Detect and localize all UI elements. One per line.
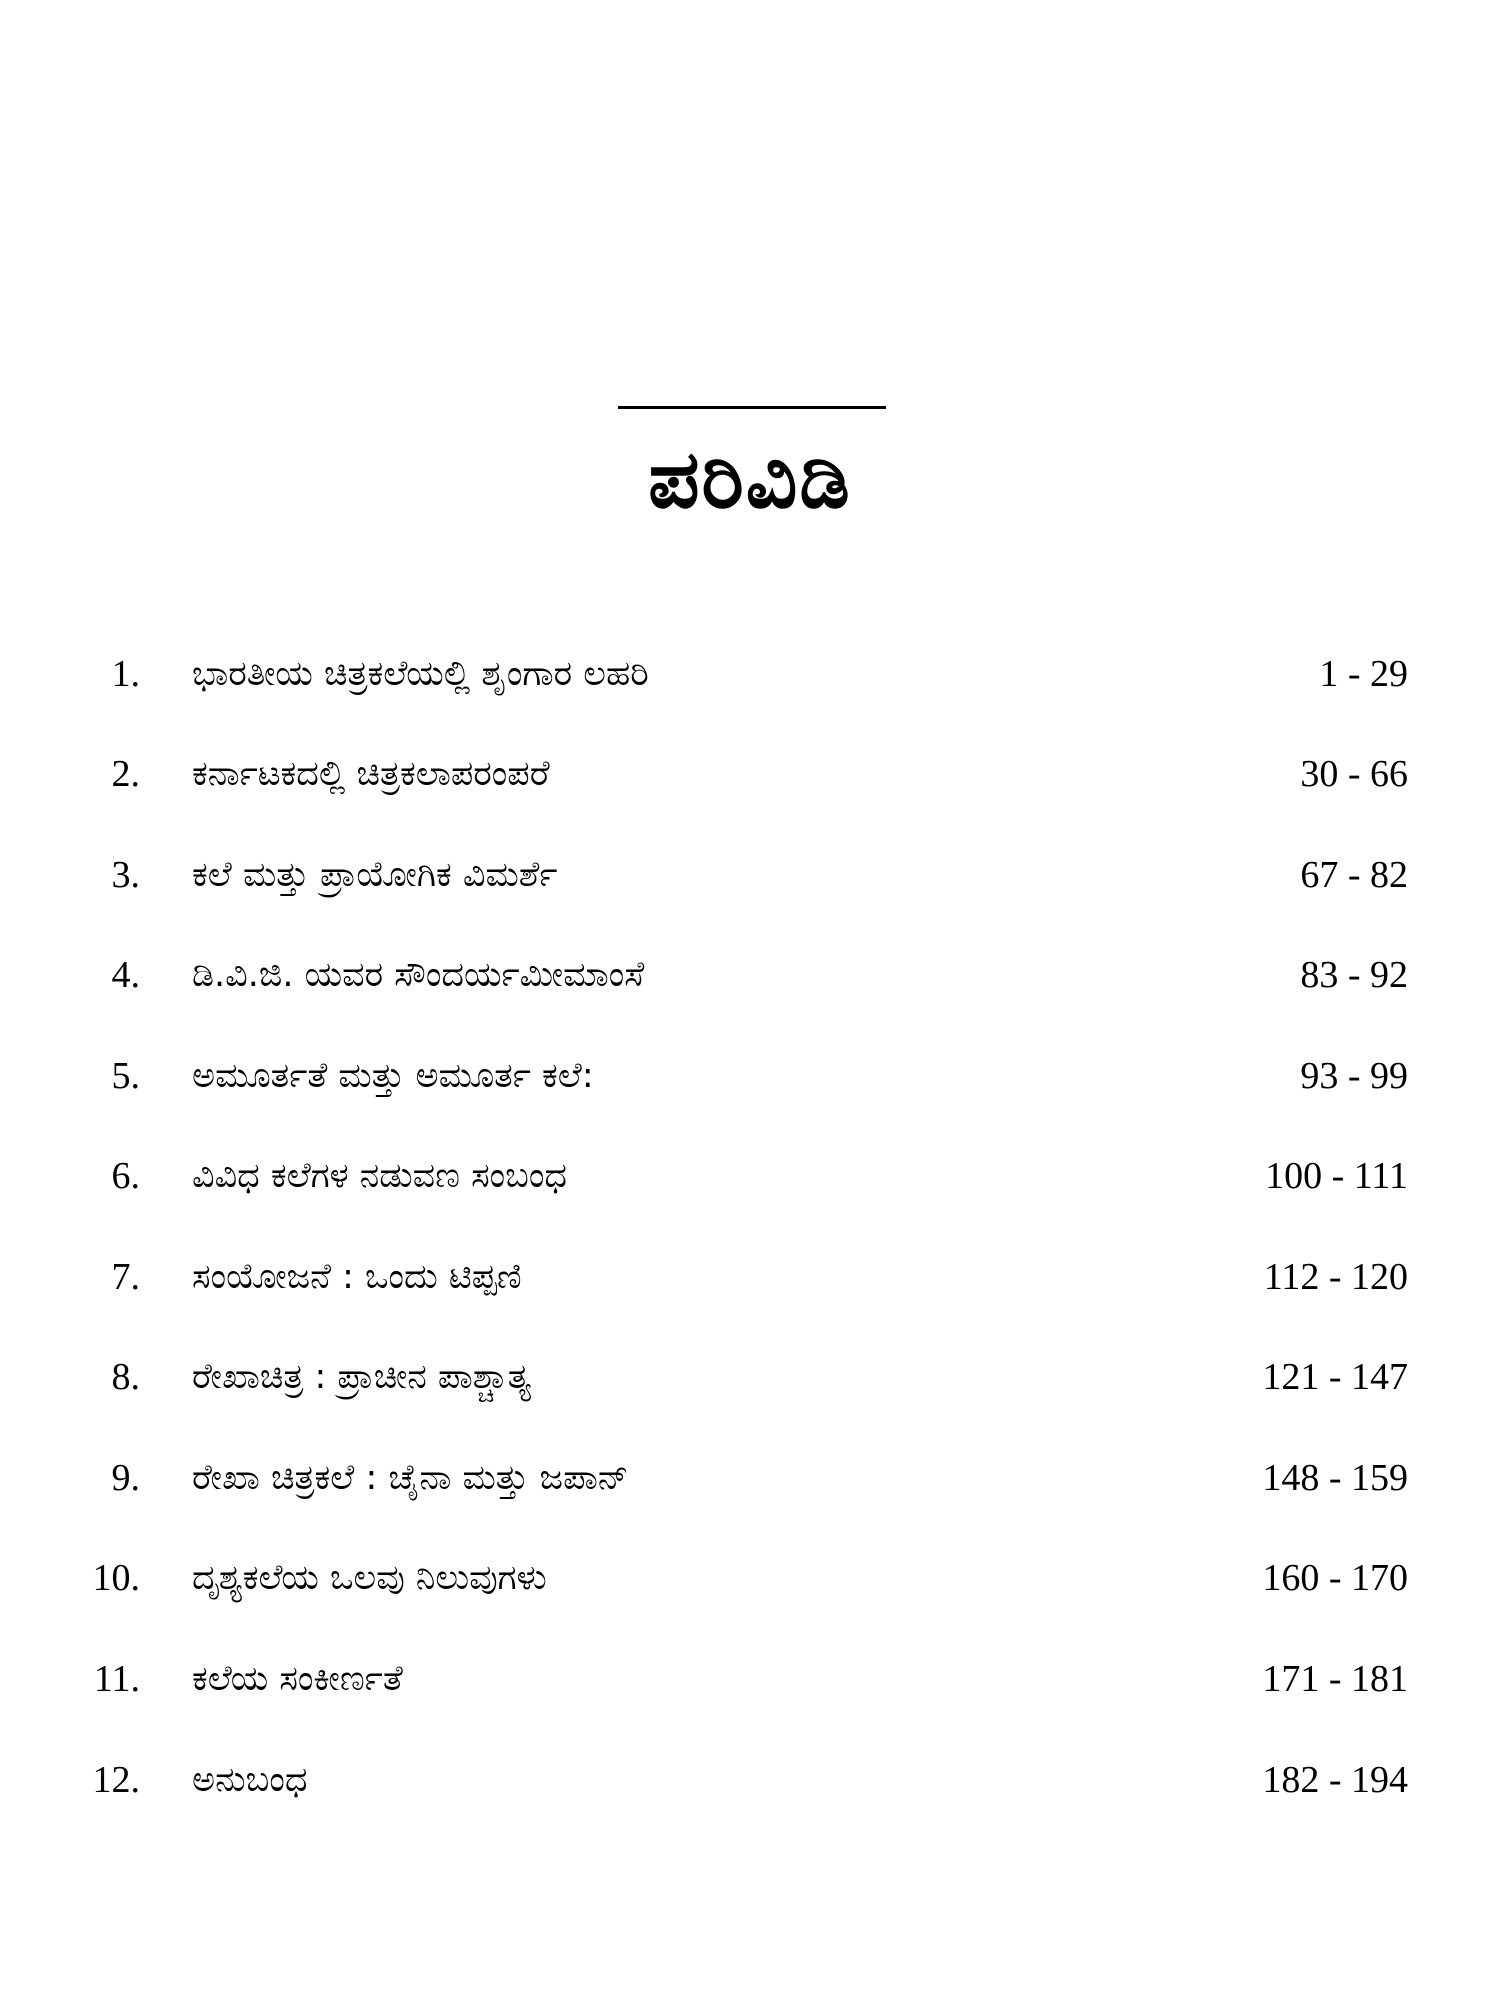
toc-entry-number: 4.	[111, 954, 140, 996]
toc-entry-number: 5.	[111, 1055, 140, 1097]
toc-entry	[0, 1146, 1500, 1206]
toc-entry	[0, 1046, 1500, 1106]
toc-entry-pages: 67 - 82	[1300, 854, 1408, 896]
toc-entry-pages: 30 - 66	[1300, 753, 1408, 795]
toc-entry	[0, 644, 1500, 704]
toc-entry-number: 8.	[111, 1356, 140, 1398]
toc-entry-pages: 121 - 147	[1262, 1356, 1408, 1398]
toc-entry	[0, 1649, 1500, 1709]
toc-entry-pages: 1 - 29	[1319, 653, 1408, 695]
toc-entry	[0, 744, 1500, 804]
toc-entry-title: ಡಿ.ವಿ.ಜಿ. ಯವರ ಸೌಂದರ್ಯಮೀಮಾಂಸೆ	[192, 955, 645, 995]
toc-entry-number: 3.	[111, 854, 140, 896]
toc-entry-title: ಅಮೂರ್ತತೆ ಮತ್ತು ಅಮೂರ್ತ ಕಲೆ:	[192, 1056, 594, 1096]
toc-entry-title: ರೇಖಾಚಿತ್ರ : ಪ್ರಾಚೀನ ಪಾಶ್ಚಾತ್ಯ	[192, 1357, 532, 1397]
toc-entry	[0, 1448, 1500, 1508]
toc-entry	[0, 945, 1500, 1005]
toc-entry-title: ಕಲೆ ಮತ್ತು ಪ್ರಾಯೋಗಿಕ ವಿಮರ್ಶೆ	[192, 855, 558, 895]
page-title: ಪರಿವಿಡಿ	[648, 433, 852, 526]
toc-entry-number: 7.	[111, 1256, 140, 1298]
toc-entry-title: ವಿವಿಧ ಕಲೆಗಳ ನಡುವಣ ಸಂಬಂಧ	[192, 1156, 567, 1196]
toc-entry-pages: 100 - 111	[1265, 1155, 1408, 1197]
toc-entry	[0, 1548, 1500, 1608]
toc-entry-number: 12.	[92, 1759, 140, 1801]
toc-entry-number: 11.	[93, 1658, 140, 1700]
toc-entry-number: 9.	[111, 1457, 140, 1499]
toc-entry	[0, 845, 1500, 905]
toc-entry-pages: 182 - 194	[1262, 1759, 1408, 1801]
toc-entry	[0, 1347, 1500, 1407]
toc-entry-pages: 160 - 170	[1262, 1557, 1408, 1599]
toc-entry-pages: 83 - 92	[1300, 954, 1408, 996]
toc-entry-title: ದೃಶ್ಯಕಲೆಯ ಒಲವು ನಿಲುವುಗಳು	[192, 1558, 547, 1598]
toc-entry-title: ಕರ್ನಾಟಕದಲ್ಲಿ ಚಿತ್ರಕಲಾಪರಂಪರೆ	[192, 754, 550, 794]
toc-entry-title: ಅನುಬಂಧ	[192, 1760, 308, 1800]
toc-entry	[0, 1247, 1500, 1307]
toc-entry	[0, 1750, 1500, 1810]
toc-entry-number: 10.	[92, 1557, 140, 1599]
toc-entry-pages: 93 - 99	[1300, 1055, 1408, 1097]
toc-entry-title: ರೇಖಾ ಚಿತ್ರಕಲೆ : ಚೈನಾ ಮತ್ತು ಜಪಾನ್	[192, 1458, 629, 1498]
toc-entry-title: ಸಂಯೋಜನೆ : ಒಂದು ಟಿಪ್ಪಣಿ	[192, 1257, 522, 1297]
toc-entry-title: ಕಲೆಯ ಸಂಕೀರ್ಣತೆ	[192, 1659, 403, 1699]
toc-entry-number: 6.	[111, 1155, 140, 1197]
toc-entry-pages: 171 - 181	[1262, 1658, 1408, 1700]
toc-entry-title: ಭಾರತೀಯ ಚಿತ್ರಕಲೆಯಲ್ಲಿ ಶೃಂಗಾರ ಲಹರಿ	[192, 654, 649, 694]
toc-entry-number: 1.	[111, 653, 140, 695]
toc-entry-pages: 112 - 120	[1263, 1256, 1408, 1298]
toc-entry-number: 2.	[111, 753, 140, 795]
toc-entry-pages: 148 - 159	[1262, 1457, 1408, 1499]
